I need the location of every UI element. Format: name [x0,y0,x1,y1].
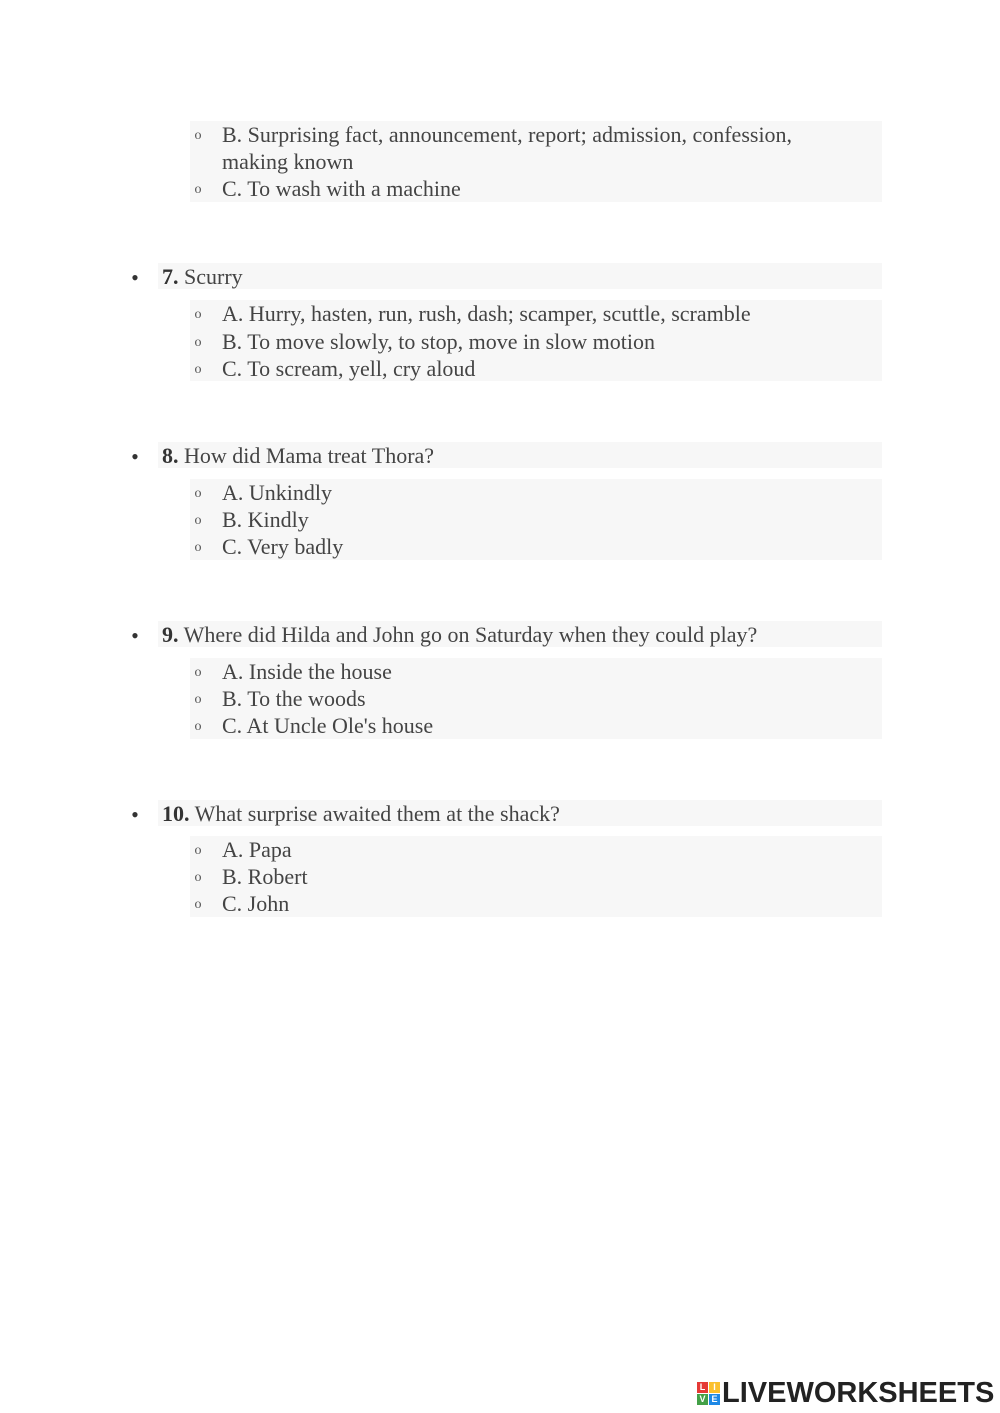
circle-bullet-icon: o [194,513,202,528]
circle-bullet-icon: o [194,870,202,885]
bullet-icon: • [131,802,139,827]
question-text: Where did Hilda and John go on Saturday when they could play? [183,622,758,647]
question-text: How did Mama treat Thora? [184,443,435,468]
q9-option-a[interactable]: A. Inside the house [222,659,392,684]
q7-option-a[interactable]: A. Hurry, hasten, run, rush, dash; scamper, scuttle, scramble [222,301,751,326]
q6-option-b-line1: B. Surprising fact, announcement, report; admission, confession, [222,122,793,147]
circle-bullet-icon: o [194,335,202,350]
question-9 [162,621,757,648]
circle-bullet-icon: o [194,843,202,858]
q7-option-b[interactable]: B. To move slowly, to stop, move in slow motion [222,329,655,354]
logo-block: E [709,1394,720,1405]
question-10 [162,800,560,827]
logo-block: L [697,1382,708,1393]
logo-block: V [697,1394,708,1405]
question-7 [162,263,243,290]
q8-option-a[interactable]: A. Unkindly [222,480,332,505]
question-number: 10. [162,801,190,826]
q7-band [158,263,882,289]
q9-option-b[interactable]: B. To the woods [222,686,366,711]
q10-option-a[interactable]: A. Papa [222,837,292,862]
bullet-icon: • [131,623,139,648]
question-8 [162,442,434,469]
logo-text: LIVEWORKSHEETS [722,1376,995,1409]
logo-block: I [709,1382,720,1393]
q6-option-b-line2: making known [222,149,354,174]
question-text: Scurry [184,264,243,289]
question-text: What surprise awaited them at the shack? [194,801,560,826]
circle-bullet-icon: o [194,182,202,197]
q8-option-c[interactable]: C. Very badly [222,534,344,559]
circle-bullet-icon: o [194,540,202,555]
q8-option-b[interactable]: B. Kindly [222,507,309,532]
circle-bullet-icon: o [194,128,202,143]
liveworksheets-logo [697,1376,994,1410]
q6-option-c: C. To wash with a machine [222,176,461,201]
question-number: 8. [162,443,179,468]
circle-bullet-icon: o [194,719,202,734]
question-number: 9. [162,622,179,647]
circle-bullet-icon: o [194,665,202,680]
logo-blocks-icon [697,1382,720,1405]
circle-bullet-icon: o [194,486,202,501]
circle-bullet-icon: o [194,362,202,377]
q10-option-b[interactable]: B. Robert [222,864,308,889]
bullet-icon: • [131,444,139,469]
question-number: 7. [162,264,179,289]
q10-option-c[interactable]: C. John [222,891,290,916]
circle-bullet-icon: o [194,307,202,322]
circle-bullet-icon: o [194,692,202,707]
bullet-icon: • [131,265,139,290]
circle-bullet-icon: o [194,897,202,912]
q9-option-c[interactable]: C. At Uncle Ole's house [222,713,434,738]
q7-option-c[interactable]: C. To scream, yell, cry aloud [222,356,476,381]
